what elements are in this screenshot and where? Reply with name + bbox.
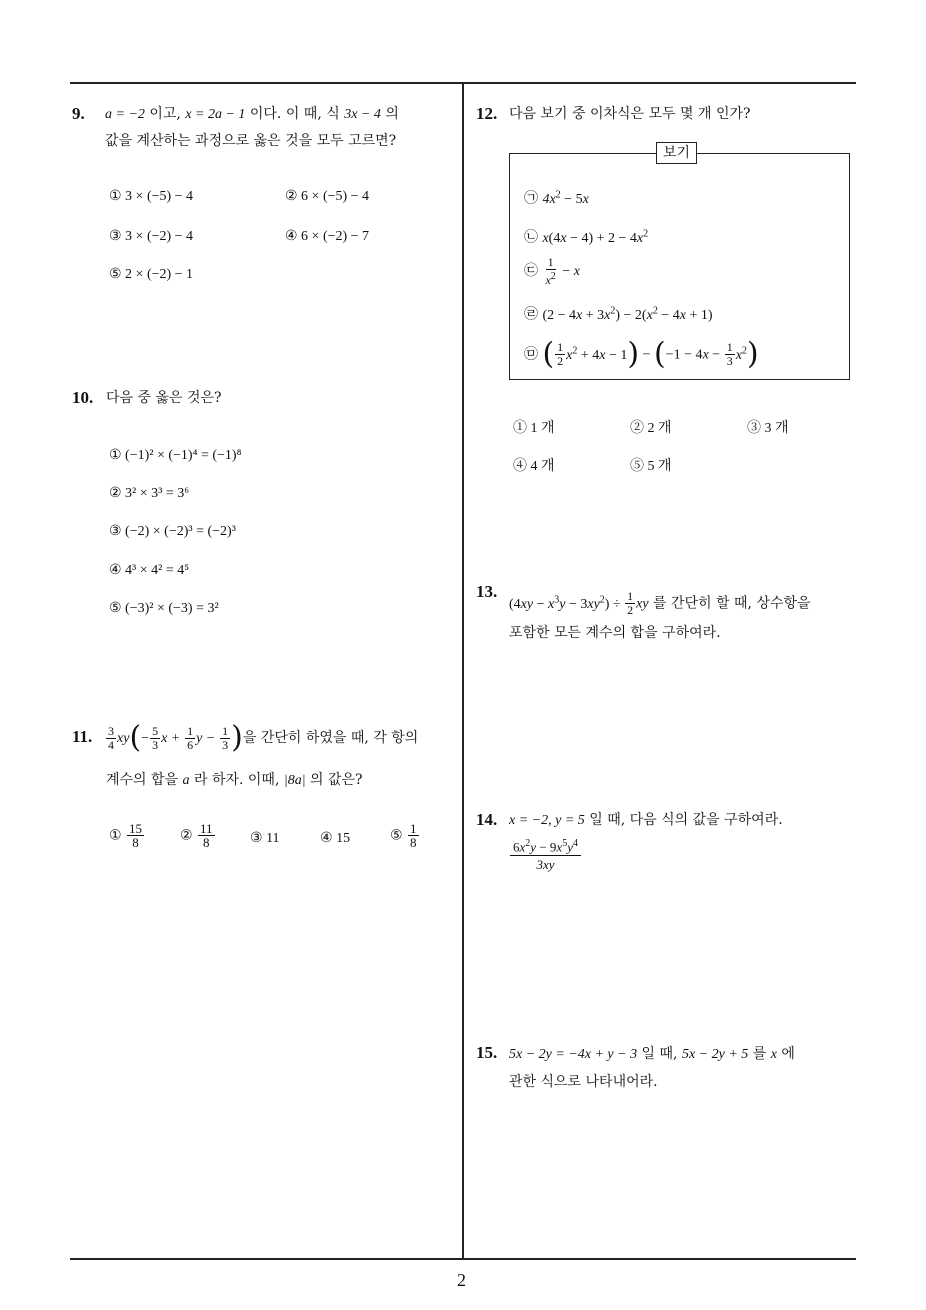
question-number: 9.: [72, 104, 85, 123]
item-mark: ㉠: [524, 190, 538, 207]
question-text: 다음 중 옳은 것은?: [106, 390, 222, 406]
option-2[interactable]: [180, 822, 216, 849]
option-2[interactable]: ② 2 개: [630, 421, 672, 436]
question-text: 다음 보기 중 이차식은 모두 몇 개 인가?: [509, 106, 751, 122]
option-5[interactable]: [390, 822, 420, 849]
option-3[interactable]: ③ (−2) × (−2)³ = (−2)³: [109, 524, 236, 539]
fraction: $\frac{5}{3}$: [152, 723, 159, 752]
bogi-item-1: ㉠ $4x^2 - 5x$: [524, 189, 589, 207]
option-1[interactable]: ① 3 × (−5) − 4: [109, 189, 194, 204]
option-denominator: 8: [203, 835, 210, 850]
option-1[interactable]: [109, 822, 145, 849]
option-1[interactable]: ① (−1)² × (−1)⁴ = (−1)⁸: [109, 448, 242, 463]
question-text-line1: [509, 1044, 795, 1065]
option-mark: ④: [320, 831, 333, 846]
math-variable: x: [770, 1047, 777, 1062]
option-3[interactable]: [250, 829, 280, 849]
option-value: 15: [336, 831, 351, 846]
option-mark: ①: [109, 827, 122, 844]
text-segment: 일 때,: [637, 1046, 682, 1062]
math-expression: x = 2a − 1: [185, 107, 246, 122]
math-expression: x = −2, y = 5: [509, 813, 585, 828]
text-segment: 이고,: [144, 106, 186, 122]
option-2[interactable]: ② 6 × (−5) − 4: [285, 189, 370, 204]
text-segment: 의 값은?: [305, 772, 363, 788]
question-number: 12.: [476, 104, 498, 123]
option-denominator: 8: [410, 835, 417, 850]
column-divider: [462, 83, 464, 1259]
question-number: 15.: [476, 1043, 498, 1062]
math-variable: a: [182, 773, 190, 788]
question-expression: $(4xy - x^3y - 3xy^2)$ ÷ $\frac{1}{2}$ xy 를 간단히 할 때, 상수항을: [509, 589, 811, 618]
math-expression: a = −2: [105, 107, 145, 122]
bogi-item-4: ㉣ $(2 - 4x + 3x^2) - 2(x^2 - 4x + 1)$: [524, 305, 713, 323]
option-4[interactable]: ④ 4 개: [513, 459, 555, 474]
fraction: $\frac{3}{4}$: [108, 723, 114, 752]
text-segment: 에: [776, 1046, 795, 1062]
text-segment: 계수의 합을: [106, 772, 183, 788]
question-text: [509, 810, 783, 831]
text-segment: 일 때, 다음 식의 값을 구하여라.: [584, 812, 783, 828]
question-number: 13.: [476, 582, 498, 601]
text-segment: 라 하자. 이때,: [189, 772, 284, 788]
bogi-title: 보기: [656, 142, 697, 164]
item-mark: ㉤: [524, 346, 538, 363]
question-text-line2: [106, 770, 363, 791]
fraction-expression: $\frac{6x^2y - 9x^5y^4}{3xy}$: [509, 835, 582, 873]
question-text-line1: [105, 104, 399, 125]
option-3[interactable]: ③ 3 개: [747, 421, 789, 436]
text-segment: 의: [380, 106, 399, 122]
text-segment: 을 간단히 하였을 때, 각 항의: [242, 730, 419, 746]
option-4[interactable]: ④ 6 × (−2) − 7: [285, 229, 370, 244]
option-5[interactable]: ⑤ 2 × (−2) − 1: [109, 267, 194, 282]
fraction: $\frac{1}{3}$: [222, 723, 229, 752]
denominator: 3xy: [536, 857, 555, 873]
math-expression: 5x − 2y = −4x + y − 3: [509, 1047, 638, 1062]
text-segment: 를 간단히 할 때, 상수항을: [648, 595, 811, 612]
question-expression: $\frac{3}{4}$ xy(− $\frac{5}{3}$ x + $\frac{1}{6}$ y − $\frac{1}{3}$ )을 간단히 하였을 때, 각 항의: [108, 720, 419, 755]
question-number: 11.: [72, 727, 93, 746]
item-mark: ㉡: [524, 229, 538, 246]
option-mark: ③: [250, 831, 263, 846]
math-expression: 5x − 2y + 5: [681, 1047, 749, 1062]
question-text-line2: 값을 계산하는 과정으로 옳은 것을 모두 고르면?: [105, 133, 397, 149]
bogi-item-2: ㉡ $x(4x - 4) + 2 - 4x^2$: [524, 228, 649, 246]
question-number: 10.: [72, 388, 94, 407]
bottom-rule: [70, 1258, 856, 1260]
bogi-item-5: ㉤ ( $\frac{1}{2}$ $x^2 + 4x - 1) - (-1 - 4x$ − $\frac{1}{3}$ $x^2$): [524, 336, 759, 372]
page-number: 2: [457, 1270, 466, 1290]
math-expression: 3x − 4: [344, 107, 381, 122]
option-numerator: 11: [200, 821, 213, 836]
option-2[interactable]: ② 3² × 3³ = 3⁶: [109, 486, 190, 501]
question-number: 14.: [476, 810, 498, 829]
text-segment: 이다. 이 때, 식: [245, 106, 345, 122]
question-text-line2: 관한 식으로 나타내어라.: [509, 1074, 658, 1090]
option-5[interactable]: ⑤ (−3)² × (−3) = 3²: [109, 601, 219, 616]
option-value: 11: [266, 831, 280, 846]
option-4[interactable]: ④ 4³ × 4² = 4⁵: [109, 563, 190, 578]
text-segment: 를: [748, 1046, 771, 1062]
option-mark: ⑤: [390, 827, 403, 844]
option-4[interactable]: [320, 829, 350, 849]
option-numerator: 1: [410, 821, 417, 836]
bogi-item-3: ㉢ $\frac{1}{x^2}$ − x: [524, 254, 580, 287]
option-mark: ②: [180, 827, 193, 844]
option-3[interactable]: ③ 3 × (−2) − 4: [109, 229, 194, 244]
math-expression: |8a|: [283, 773, 306, 788]
item-mark: ㉢: [524, 263, 538, 279]
question-text-line2: 포함한 모든 계수의 합을 구하여라.: [509, 625, 721, 641]
option-1[interactable]: ① 1 개: [513, 421, 555, 436]
option-5[interactable]: ⑤ 5 개: [630, 459, 672, 474]
option-denominator: 8: [132, 835, 139, 850]
option-numerator: 15: [129, 821, 143, 836]
fraction: $\frac{1}{6}$: [187, 723, 194, 752]
item-mark: ㉣: [524, 306, 538, 323]
